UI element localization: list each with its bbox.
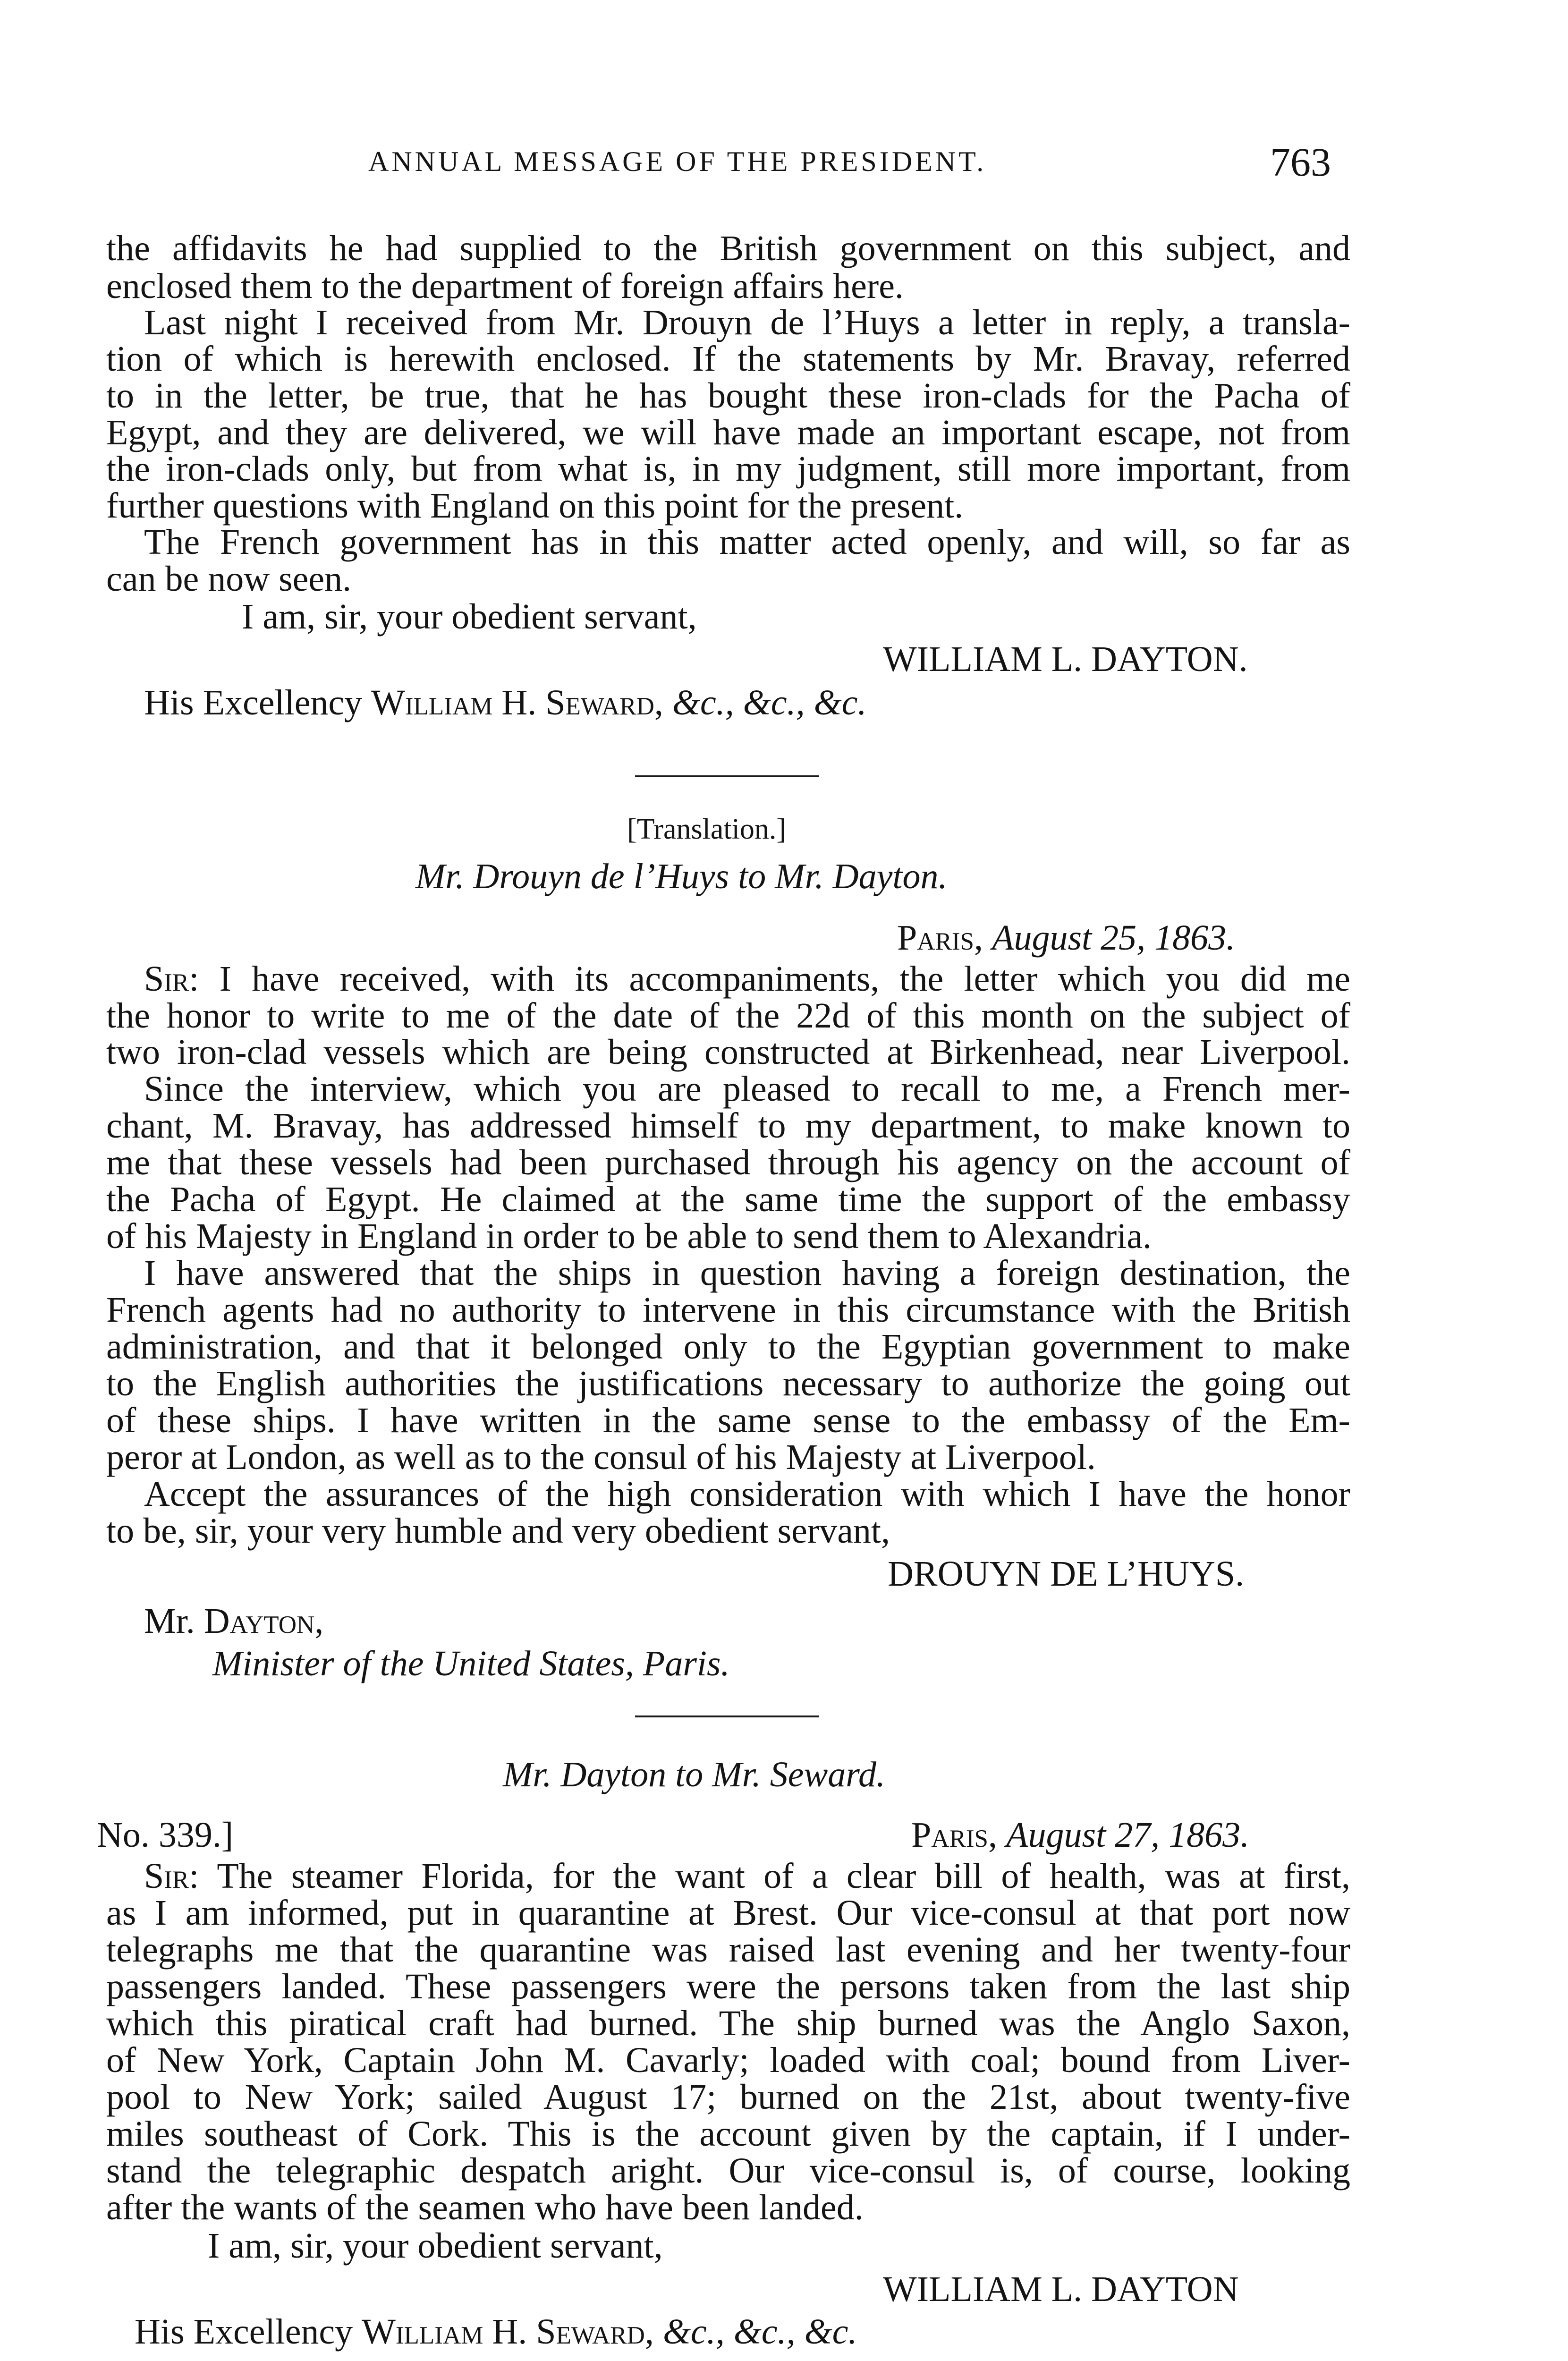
letter3-line-3: telegraphs me that the quarantine was raised last evening and her twenty-four [106,1930,1350,1970]
letter3-closing: I am, sir, your obedient servant, [208,2226,663,2266]
letter1-line-1: the affidavits he had supplied to the British government on this subject, and [106,229,1350,268]
letter2-line-6: me that these vessels had been purchased through his agency on the account of [106,1143,1350,1182]
letter2-line-12: to the English authorities the justifications necessary to authorize the going out [106,1364,1350,1403]
letter2-line-11: administration, and that it belonged only to the Egyptian government to make [106,1327,1350,1367]
letter3-line-4: passengers landed. These passengers were the persons taken from the last ship [106,1967,1350,2006]
letter3-salutation: Sir: [144,1856,199,1896]
letter2-dateline [897,920,1235,956]
letter3-line-9: stand the telegraphic despatch aright. Our vice-consul is, of course, looking [106,2151,1350,2191]
addressee-prefix: Mr. [144,1601,195,1641]
letter2-line-13: of these ships. I have written in the same sense to the embassy of the Em- [106,1401,1350,1440]
letter3-line-1-text: The steamer Florida, for the want of a clear bill of health, was at first, [217,1856,1350,1896]
letter2-line-7: the Pacha of Egypt. He claimed at the same time the support of the embassy [106,1180,1350,1219]
running-title: ANNUAL MESSAGE OF THE PRESIDENT. [368,146,987,177]
letter3-line-10: after the wants of the seamen who have been landed. [106,2188,864,2227]
letter1-line-5: to in the letter, be true, that he has bought these iron-clads for the Pacha of [106,376,1350,416]
letter2-line-5: chant, M. Bravay, has addressed himself to my department, to make known to [106,1106,1350,1146]
letter3-line-6: of New York, Captain John M. Cavarly; loaded with coal; bound from Liver- [106,2040,1350,2080]
letter3-date: August 27, 1863. [1006,1815,1250,1855]
letter3-line-8: miles southeast of Cork. This is the account given by the captain, if I under- [106,2114,1350,2154]
letter2-line-1-text: I have received, with its accompaniments, the letter which you did me [219,959,1350,999]
letter3-place: Paris, [911,1815,998,1855]
letter3-signature: WILLIAM L. DAYTON [883,2269,1239,2309]
letter1-line-10: can be now seen. [106,559,352,599]
letter2-line-8: of his Majesty in England in order to be able to send them to Alexandria. [106,1216,1152,1256]
addressee-name: Dayton, [203,1601,324,1641]
section-divider [635,775,819,777]
letter1-line-4: tion of which is herewith enclosed. If the statements by Mr. Bravay, referred [106,339,1350,379]
letter1-closing: I am, sir, your obedient servant, [242,597,697,637]
addressee-prefix: His Excellency [135,2312,353,2352]
letter2-line-16: to be, sir, your very humble and very obedient servant, [106,1511,890,1551]
letter2-line-1 [144,961,1350,997]
letter2-line-10: French agents had no authority to intervene in this circumstance with the British [106,1290,1350,1330]
letter2-line-3: two iron-clad vessels which are being constructed at Birkenhead, near Liverpool. [106,1032,1350,1072]
letter1-line-2: enclosed them to the department of foreign affairs here. [106,266,904,306]
letter1-line-8: further questions with England on this point for the present. [106,486,964,526]
letter3-line-5: which this piratical craft had burned. The ship burned was the Anglo Saxon, [106,2004,1350,2043]
letter2-line-15: Accept the assurances of the high consideration with which I have the honor [144,1474,1350,1514]
letter1-line-3: Last night I received from Mr. Drouyn de l’Huys a letter in reply, a transla- [144,303,1350,342]
letter3-dateline [911,1817,1249,1853]
letter1-signature: WILLIAM L. DAYTON. [883,639,1248,679]
letter3-line-2: as I am informed, put in quarantine at Brest. Our vice-consul at that port now [106,1893,1350,1933]
letter1-addressee [144,685,866,721]
letter3-line-7: pool to New York; sailed August 17; burned on the 21st, about twenty-five [106,2077,1350,2117]
letter2-date: August 25, 1863. [992,918,1236,958]
letter3-title: Mr. Dayton to Mr. Seward. [503,1755,885,1794]
letter2-signature: DROUYN DE L’HUYS. [888,1554,1245,1594]
letter2-line-9: I have answered that the ships in question having a foreign destination, the [144,1253,1350,1293]
addressee-name: William H. Seward, [362,2312,654,2352]
translation-note: [Translation.] [627,813,786,845]
letter2-line-4: Since the interview, which you are pleased to recall to me, a French mer- [144,1069,1350,1109]
section-divider [635,1716,819,1717]
letter2-title: Mr. Drouyn de l’Huys to Mr. Dayton. [415,857,948,896]
letter3-line-1 [144,1858,1350,1894]
letter1-line-6: Egypt, and they are delivered, we will have made an important escape, not from [106,413,1350,452]
letter1-line-7: the iron-clads only, but from what is, in my judgment, still more important, from [106,449,1350,489]
letter2-salutation: Sir: [144,959,199,999]
letter3-addressee [135,2314,857,2350]
letter2-line-2: the honor to write to me of the date of the 22d of this month on the subject of [106,996,1350,1036]
letter2-place: Paris, [897,918,983,958]
letter3-number: No. 339.] [97,1815,234,1855]
addressee-suffix: &c., &c., &c. [662,2312,857,2352]
letter1-line-9: The French government has in this matter acted openly, and will, so far as [144,522,1350,562]
addressee-prefix: His Excellency [144,683,363,722]
letter2-line-14: peror at London, as well as to the consul of his Majesty at Liverpool. [106,1437,1096,1477]
letter2-addressee [144,1603,323,1639]
addressee-name: William H. Seward, [371,683,663,722]
letter2-addressee-title: Minister of the United States, Paris. [212,1644,730,1683]
addressee-suffix: &c., &c., &c. [672,683,867,722]
page-number: 763 [1270,139,1331,185]
